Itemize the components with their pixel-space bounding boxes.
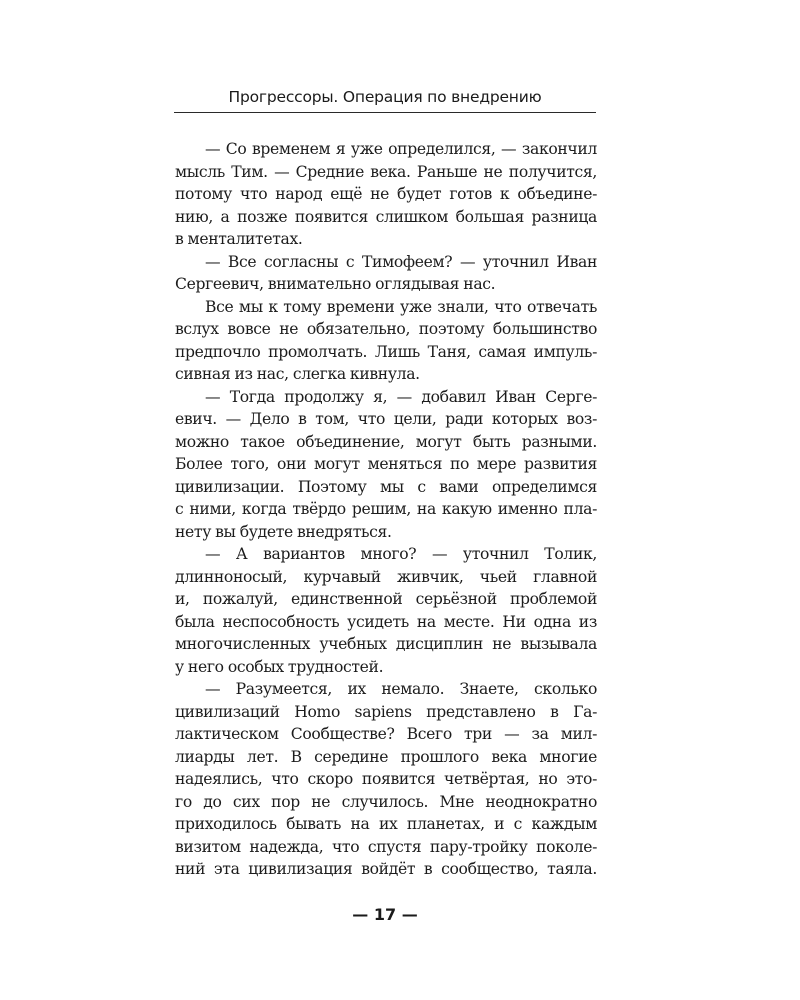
text-line: Сергеевич, внимательно оглядывая нас. [175, 275, 496, 293]
text-line: сивная из нас, слегка кивнула. [175, 365, 420, 383]
text-line: — Со временем я уже определился, — закончил [205, 140, 597, 158]
text-line: ний эта цивилизация войдёт в сообщество, таяла. [175, 860, 597, 878]
page-number: — 17 — [352, 905, 418, 924]
text-line: цивилизации. Поэтому мы с вами определимся [175, 477, 597, 496]
text-line: — А вариантов много? — уточнил Толик, [205, 545, 597, 563]
text-line: и, пожалуй, единственной серьёзной проблемой [175, 590, 597, 608]
text-line: — Все согласны с Тимофеем? — уточнил Иван [205, 252, 597, 271]
text-line: вслух вовсе не обязательно, поэтому большинство [175, 320, 597, 338]
text-line: визитом надежда, что спустя пару-тройку поколе- [175, 837, 597, 856]
header-rule [174, 112, 596, 113]
text-line: надеялись, что скоро появится четвёртая, но это- [175, 770, 597, 788]
text-line: — Тогда продолжу я, — добавил Иван Серге- [205, 387, 597, 406]
running-header: Прогрессоры. Операция по внедрению [228, 88, 542, 106]
text-line: Все мы к тому времени уже знали, что отвечать [205, 297, 597, 316]
text-line: нию, а позже появится слишком большая разница [175, 207, 597, 226]
text-line: можно такое объединение, могут быть разными. [175, 432, 597, 451]
text-line: длинноносый, курчавый живчик, чьей главной [175, 567, 597, 586]
text-line: потому что народ ещё не будет готов к объедине- [175, 185, 597, 203]
text-line: нету вы будете внедряться. [175, 522, 392, 541]
text-line: цивилизаций Homo sapiens представлено в Га- [175, 702, 597, 721]
text-line: многочисленных учебных дисциплин не вызывала [175, 635, 597, 653]
text-line: с ними, когда твёрдо решим, на какую именно пла- [175, 500, 597, 518]
text-line: предпочло промолчать. Лишь Таня, самая импуль- [175, 342, 597, 361]
text-line: лиарды лет. В середине прошлого века многие [175, 747, 597, 766]
text-line: го до сих пор не случилось. Мне неоднократно [175, 792, 597, 811]
text-line: лактическом Сообществе? Всего три — за мил- [175, 725, 597, 743]
text-line: в менталитетах. [175, 230, 303, 248]
body-text [175, 138, 597, 881]
text-line: евич. — Дело в том, что цели, ради которых воз- [175, 410, 597, 428]
text-line: у него особых трудностей. [175, 657, 384, 676]
text-line: Более того, они могут меняться по мере развития [175, 455, 597, 473]
text-line: приходилось бывать на их планетах, и с каждым [175, 815, 597, 833]
text-line: мысль Тим. — Средние века. Раньше не получится, [175, 162, 597, 181]
text-line: — Разумеется, их немало. Знаете, сколько [205, 680, 597, 698]
text-line: была неспособность усидеть на месте. Ни одна из [175, 612, 597, 631]
